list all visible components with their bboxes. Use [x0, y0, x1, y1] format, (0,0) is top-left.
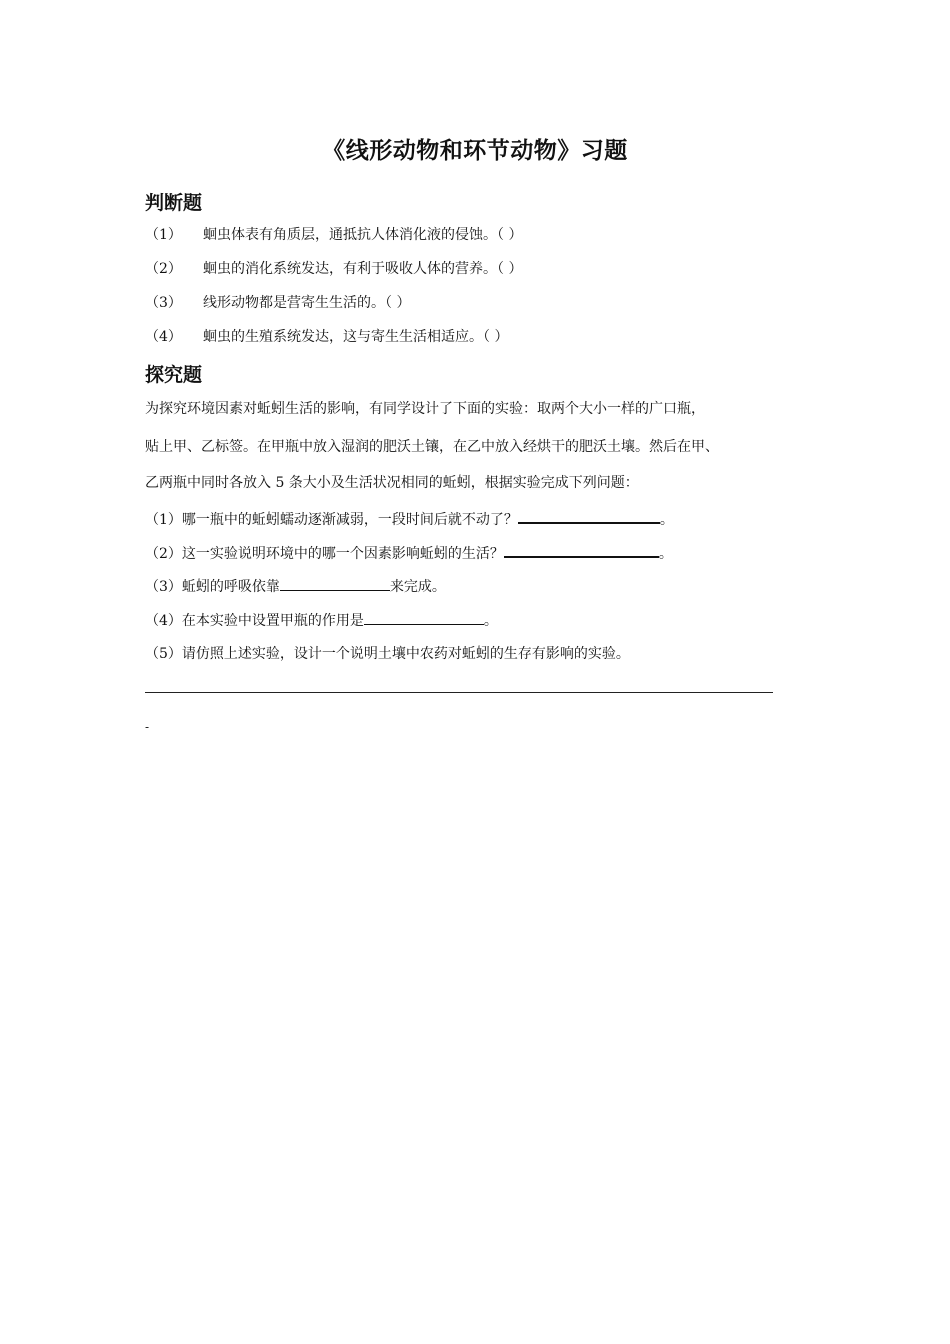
question-end: 。: [659, 512, 674, 528]
answer-blank: [504, 542, 659, 558]
intro-line-1: 为探究环境因素对蚯蚓生活的影响，有同学设计了下面的实验：取两个大小一样的广口瓶，: [145, 401, 705, 417]
question-5: [145, 644, 630, 664]
question-text: （4）在本实验中设置甲瓶的作用是: [145, 613, 364, 629]
question-end: 。: [483, 613, 498, 629]
intro-line-3: 乙两瓶中同时各放入 5 条大小及生活状况相同的蚯蚓，根据实验完成下列问题：: [145, 475, 639, 491]
question-2: [145, 542, 673, 564]
true-false-item-4: [145, 327, 508, 347]
item-text: 蛔虫体表有角质层，通抵抗人体消化液的侵蚀。（ ）: [203, 227, 523, 243]
question-text: （2）这一实验说明环境中的哪一个因素影响蚯蚓的生活？: [145, 546, 504, 562]
item-text: 蛔虫的消化系统发达，有利于吸收人体的营养。（ ）: [203, 261, 523, 277]
answer-blank: [364, 610, 484, 625]
answer-blank: [518, 508, 660, 524]
page-title: 《线形动物和环节动物》习题: [322, 138, 628, 164]
question-text: （5）请仿照上述实验，设计一个说明土壤中农药对蚯蚓的生存有影响的实验。: [145, 646, 630, 662]
item-number: （1）: [145, 227, 182, 243]
answer-blank: [280, 576, 390, 591]
question-1: [145, 508, 674, 530]
item-text: 蛔虫的生殖系统发达，这与寄生生活相适应。（ ）: [203, 329, 509, 345]
question-text: （3）蚯蚓的呼吸依靠: [145, 579, 280, 595]
true-false-item-3: [145, 293, 410, 313]
true-false-item-1: [145, 225, 522, 245]
question-end: 。: [658, 546, 673, 562]
item-number: （2）: [145, 261, 182, 277]
section-heading-inquiry: 探究题: [145, 364, 203, 386]
question-text: （1）哪一瓶中的蚯蚓蠕动逐渐减弱，一段时间后就不动了？: [145, 512, 518, 528]
intro-line-2: 贴上甲、乙标签。在甲瓶中放入湿润的肥沃土镶，在乙中放入经烘干的肥沃土壤。然后在甲、: [145, 439, 719, 455]
question-4: [145, 610, 498, 631]
answer-line: [145, 692, 773, 693]
section-heading-true-false: 判断题: [145, 192, 203, 214]
true-false-item-2: [145, 259, 522, 279]
item-number: （3）: [145, 295, 182, 311]
question-end: 来完成。: [389, 579, 446, 595]
question-3: [145, 576, 446, 597]
item-number: （4）: [145, 329, 182, 345]
item-text: 线形动物都是营寄生生活的。（ ）: [203, 295, 411, 311]
footer-mark: -: [145, 720, 150, 734]
